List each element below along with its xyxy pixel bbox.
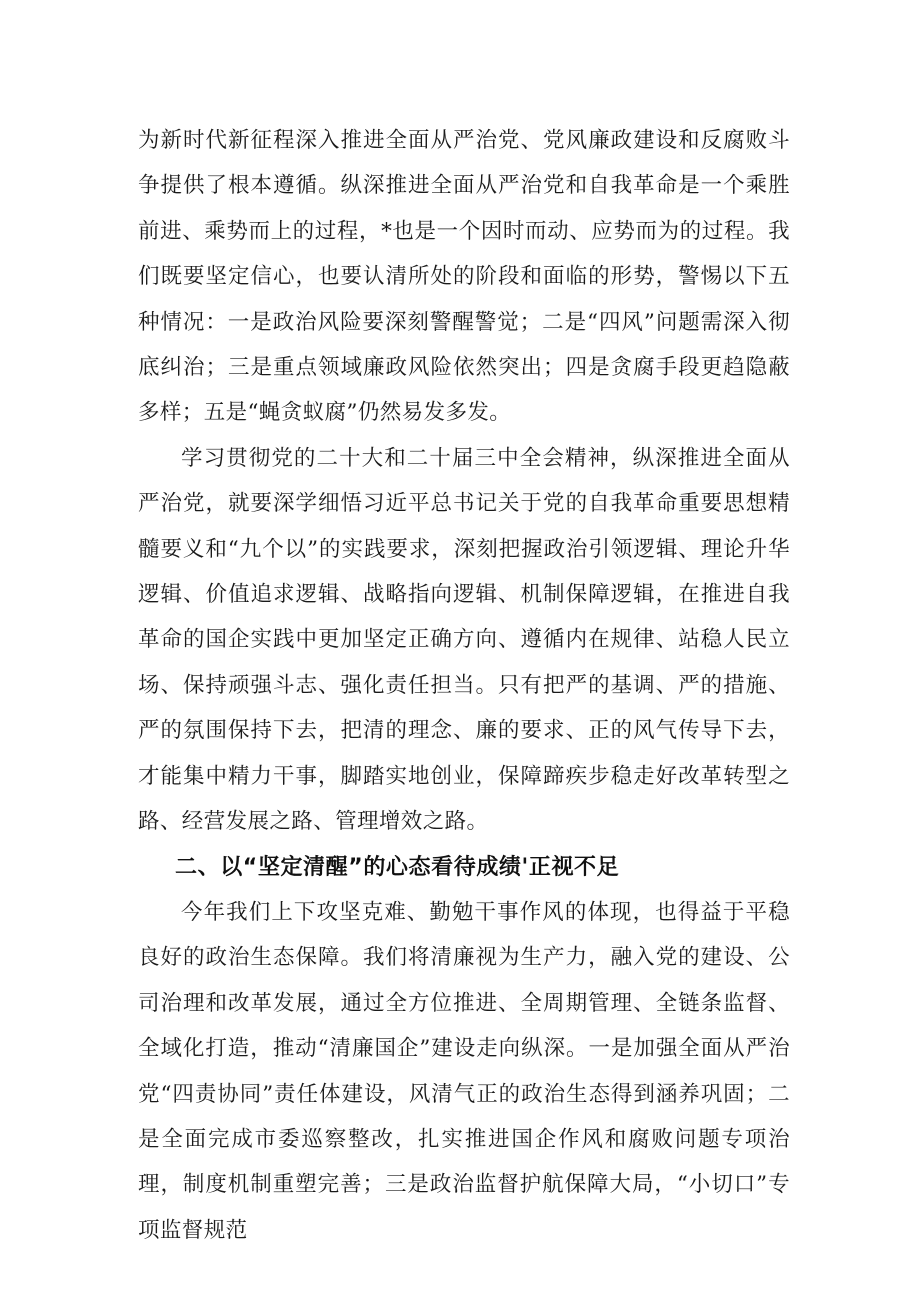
section-heading: 二、以“坚定清醒”的心态看待成绩'正视不足: [175, 854, 620, 880]
paragraph-3: 今年我们上下攻坚克难、勤勉干事作风的体现，也得益于平稳良好的政治生态保障。我们将清廉视为生产力，融入党的建设、公司治理和改革发展，通过全方位推进、全周期管理、全链条监督、全域化打造，推动“清廉国企”建设走向纵深。一是加强全面从严治党“四责协同”责任体建设，风清气正的政治生态得到涵养巩固；二是全面完成市委巡察整改，扎实推进国企作风和腐败问题专项治理，制度机制重塑完善；三是政治监督护航保障大局，“小切口”专项监督规范: [138, 899, 790, 1243]
paragraph-1: 为新时代新征程深入推进全面从严治党、党风廉政建设和反腐败斗争提供了根本遵循。纵深推进全面从严治党和自我革命是一个乘胜前进、乘势而上的过程，*也是一个因时而动、应势而为的过程。我们既要坚定信心，也要认清所处的阶段和面临的形势，警惕以下五种情况：一是政治风险要深刻警醒警觉；二是“四风”问题需深入彻底纠治；三是重点领域廉政风险依然突出；四是贪腐手段更趋隐蔽多样；五是“蝇贪蚁腐”仍然易发多发。: [138, 128, 790, 426]
document-body: [138, 118, 790, 1253]
paragraph-2: 学习贯彻党的二十大和二十届三中全会精神，纵深推进全面从严治党，就要深学细悟习近平总书记关于党的自我革命重要思想精髓要义和“九个以”的实践要求，深刻把握政治引领逻辑、理论升华逻辑、价值追求逻辑、战略指向逻辑、机制保障逻辑，在推进自我革命的国企实践中更加坚定正确方向、遵循内在规律、站稳人民立场、保持顽强斗志、强化责任担当。只有把严的基调、严的措施、严的氛围保持下去，把清的理念、廉的要求、正的风气传导下去，才能集中精力干事，脚踏实地创业，保障蹄疾步稳走好改革转型之路、经营发展之路、管理增效之路。: [138, 445, 790, 835]
